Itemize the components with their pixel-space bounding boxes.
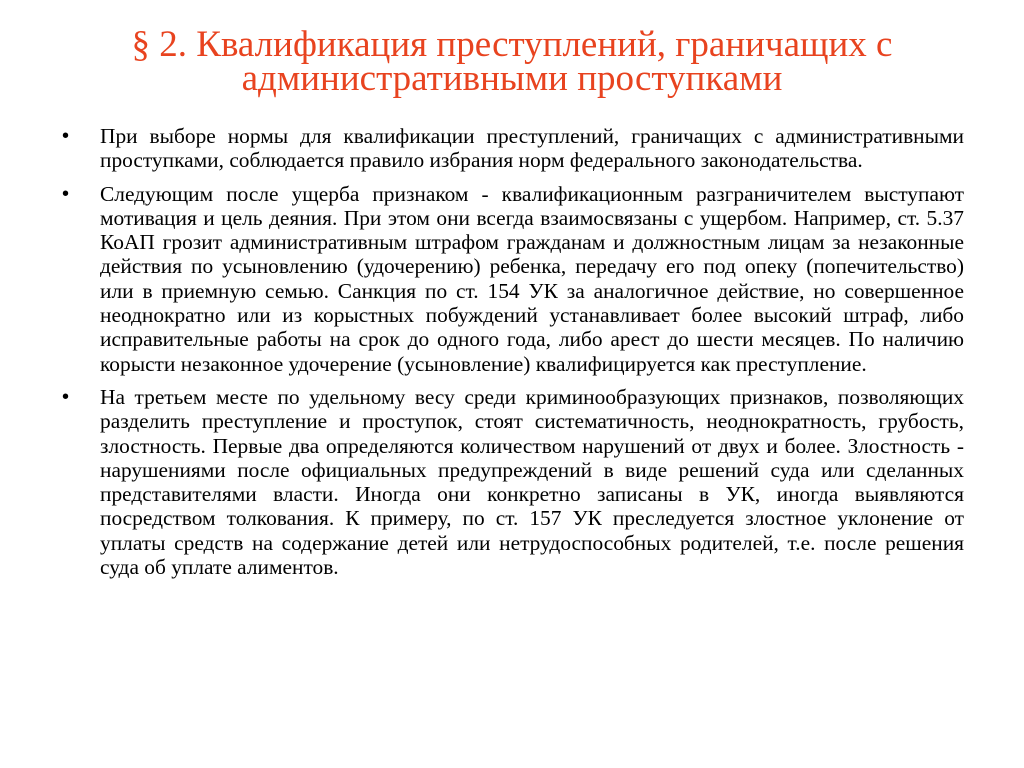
bullet-icon: • [62,182,70,205]
list-item [62,124,964,173]
list-item-text: Следующим после ущерба признаком - квалификационным разграничителем выступают мотивация и цель деяния. При этом они всегда взаимосвязаны с ущербом. Например, ст. 5.37 КоАП грозит административным штрафом гражданам и должностным лицам за незаконные действия по усыновлению (удочерению) ребенка, передачу его под опеку (попечительство) или в приемную семью. Санкция по ст. 154 УК за аналогичное действие, но совершенное неоднократно или из корыстных побуждений устанавливает более высокий штраф, либо исправительные работы на срок до одного года, либо арест до шести месяцев. По наличию корысти незаконное удочерение (усыновление) квалифицируется как преступление. [100,181,964,376]
list-item-text: На третьем месте по удельному весу среди криминообразующих признаков, позволяющих разделить преступление и проступок, стоят систематичность, неоднократность, грубость, злостность. Первые два определяются количеством нарушений от двух и более. Злостность - нарушениями после официальных предупреждений в виде решений суда или сделанных представителями власти. Иногда они конкретно записаны в УК, иногда выявляются посредством толкования. К примеру, по ст. 157 УК преследуется злостное уклонение от уплаты средств на содержание детей или нетрудоспособных родителей, т.е. после решения суда об уплате алиментов. [100,384,964,580]
list-item [62,182,964,376]
bullet-list [62,124,964,588]
bullet-icon: • [62,125,70,147]
bullet-icon: • [62,385,70,408]
list-item [62,385,964,579]
list-item-text: При выборе нормы для квалификации преступлений, граничащих с административными проступками, соблюдается правило избрания норм федерального законодательства. [100,124,964,173]
slide-title: § 2. Квалификация преступлений, граничащих с административными проступками [131,24,893,99]
